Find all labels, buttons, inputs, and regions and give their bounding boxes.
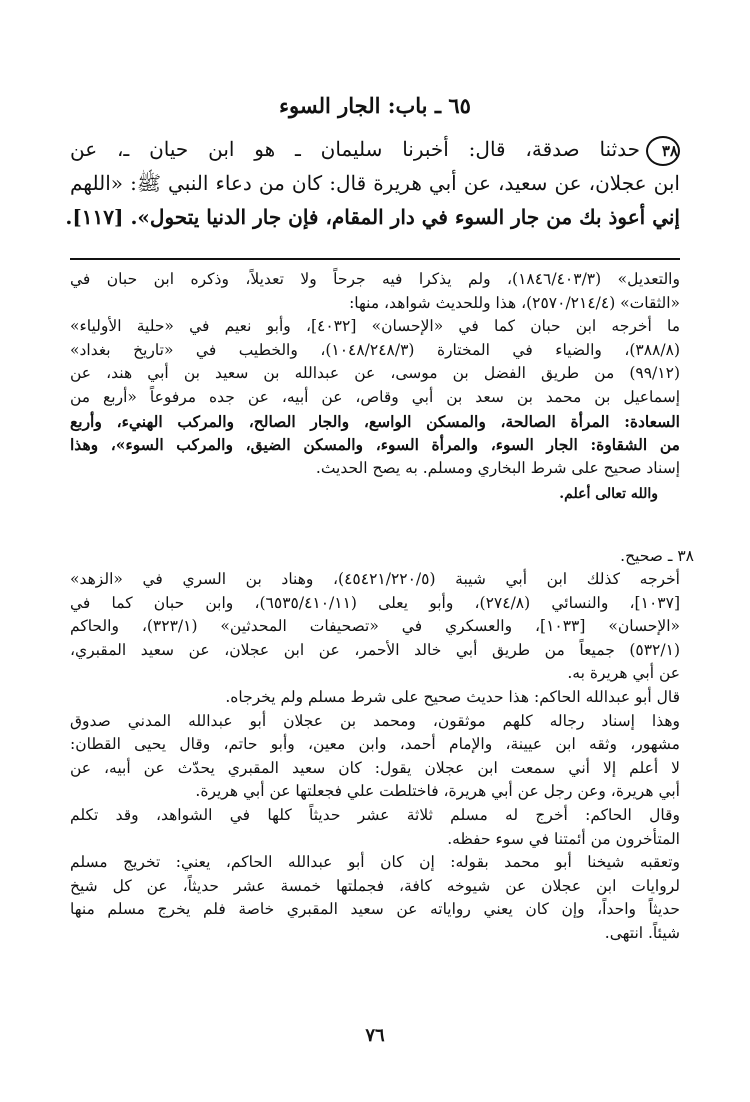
commentary-line: مشهور، وثقه ابن عيينة، والإمام أحمد، وابن معين، وأبو حاتم، وقال يحيى القطان: bbox=[70, 735, 680, 754]
commentary-line: أخرجه كذلك ابن أبي شيبة (٤٥٤٢١/٢٢٠/٥)، وهناد بن السري في «الزهد» bbox=[70, 570, 680, 588]
footnote-line: (٣٨٨/٨)، والضياء في المختارة (١٠٤٨/٢٤٨/٣)، والخطيب في «تاريخ بغداد» bbox=[70, 340, 680, 359]
footnote-line: إسناد صحيح على شرط البخاري ومسلم. به يصح الحديث. bbox=[315, 458, 680, 477]
footnote-line: من الشقاوة: الجار السوء، والمرأة السوء، والمسكن الضيق، والمركب السوء»، وهذا bbox=[70, 435, 680, 455]
commentary-line: أبي هريرة، وعن رجل عن أبي هريرة، فاختلطت علي فجعلتها عن أبي هريرة. bbox=[195, 782, 680, 801]
footnote-line: «الثقات» (٢٥٧٠/٢١٤/٤)، هذا وللحديث شواهد، منها: bbox=[349, 293, 680, 312]
commentary-line: (٥٣٢/١) جميعاً من طريق أبي خالد الأحمر، عن ابن عجلان، عن سعيد المقبري، bbox=[70, 640, 680, 659]
chapter-heading: ٦٥ ـ باب: الجار السوء bbox=[279, 93, 471, 118]
book-page bbox=[65, 0, 694, 1102]
hadith-line: إني أعوذ بك من جار السوء في دار المقام، فإن جار الدنيا يتحول». [١١٧]. bbox=[65, 205, 680, 229]
footnote-line: ما أخرجه ابن حبان كما في «الإحسان» [٤٠٣٢]، وأبو نعيم في «حلية الأولياء» bbox=[70, 317, 680, 336]
grading-heading: ٣٨ ـ صحيح. bbox=[620, 547, 694, 565]
footnote-divider bbox=[70, 258, 680, 260]
commentary-line: شيئاً. انتهى. bbox=[604, 923, 680, 942]
footnote-line: (٩٩/١٢) من طريق الفضل بن موسى، عن عبدالله بن سعيد بن أبي هند، عن bbox=[70, 364, 680, 383]
hadith-number-badge: ٣٨ bbox=[646, 136, 680, 166]
footnote-line: إسماعيل بن محمد بن سعد بن أبي وقاص، عن أبيه، عن جده مرفوعاً «أربع من bbox=[70, 387, 680, 406]
hadith-line-text: حدثنا صدقة، قال: أخبرنا سليمان ـ هو ابن حيان ـ، عن bbox=[70, 137, 640, 161]
commentary-line: المتأخرون من أئمتنا في سوء حفظه. bbox=[447, 829, 680, 848]
footnote-continuation bbox=[70, 268, 680, 508]
footnote-line: السعادة: المرأة الصالحة، والمسكن الواسع، والجار الصالح، والمركب الهنيء، وأربع bbox=[70, 411, 680, 431]
commentary-line: [١٠٣٧]، والنسائي (٢٧٤/٨)، وأبو يعلى (٦٥٣٥/٤١٠/١١)، وابن حبان كما في bbox=[70, 593, 680, 612]
hadith-commentary bbox=[70, 544, 694, 946]
hadith-line: ابن عجلان، عن سعيد، عن أبي هريرة قال: كان من دعاء النبي ﷺ: «اللهم bbox=[70, 171, 680, 195]
commentary-line: عن أبي هريرة به. bbox=[567, 664, 680, 683]
hadith-text bbox=[65, 132, 680, 234]
commentary-line: «الإحسان» [١٠٣٣]، والعسكري في «تصحيفات المحدثين» (٣٢٣/١)، والحاكم bbox=[70, 617, 680, 636]
footnote-line: والتعديل» (١٨٤٦/٤٠٣/٣)، ولم يذكرا فيه جرحاً ولا تعديلاً، وذكره ابن حبان في bbox=[70, 270, 680, 288]
closing-phrase: والله تعالى أعلم. bbox=[559, 486, 658, 503]
commentary-line: وقال الحاكم: أخرج له مسلم ثلاثة عشر حديثاً كلها في الشواهد، وقد تكلم bbox=[70, 805, 680, 824]
commentary-line: وهذا إسناد رجاله كلهم موثقون، ومحمد بن عجلان أبو عبدالله المدني صدوق bbox=[70, 711, 680, 730]
hadith-line bbox=[70, 132, 680, 166]
commentary-line: لا أعلم إلا أني سمعت ابن عجلان يقول: كان سعيد المقبري يحدّث عن أبيه، عن bbox=[70, 758, 680, 777]
commentary-line: حديثاً واحداً، وإن كان يعني رواياته عن سعيد المقبري خاصة فلم يخرج مسلم منها bbox=[70, 900, 680, 919]
commentary-line: وتعقبه شيخنا أبو محمد بقوله: إن كان أبو عبدالله الحاكم، يعني: تخريج مسلم bbox=[70, 853, 680, 872]
commentary-line: لروايات ابن عجلان عن شيوخه كافة، فجملتها خمسة عشر حديثاً، عن كل شيخ bbox=[70, 876, 680, 895]
page-number: ٧٦ bbox=[365, 1025, 385, 1046]
commentary-line: قال أبو عبدالله الحاكم: هذا حديث صحيح على شرط مسلم ولم يخرجاه. bbox=[225, 687, 680, 706]
